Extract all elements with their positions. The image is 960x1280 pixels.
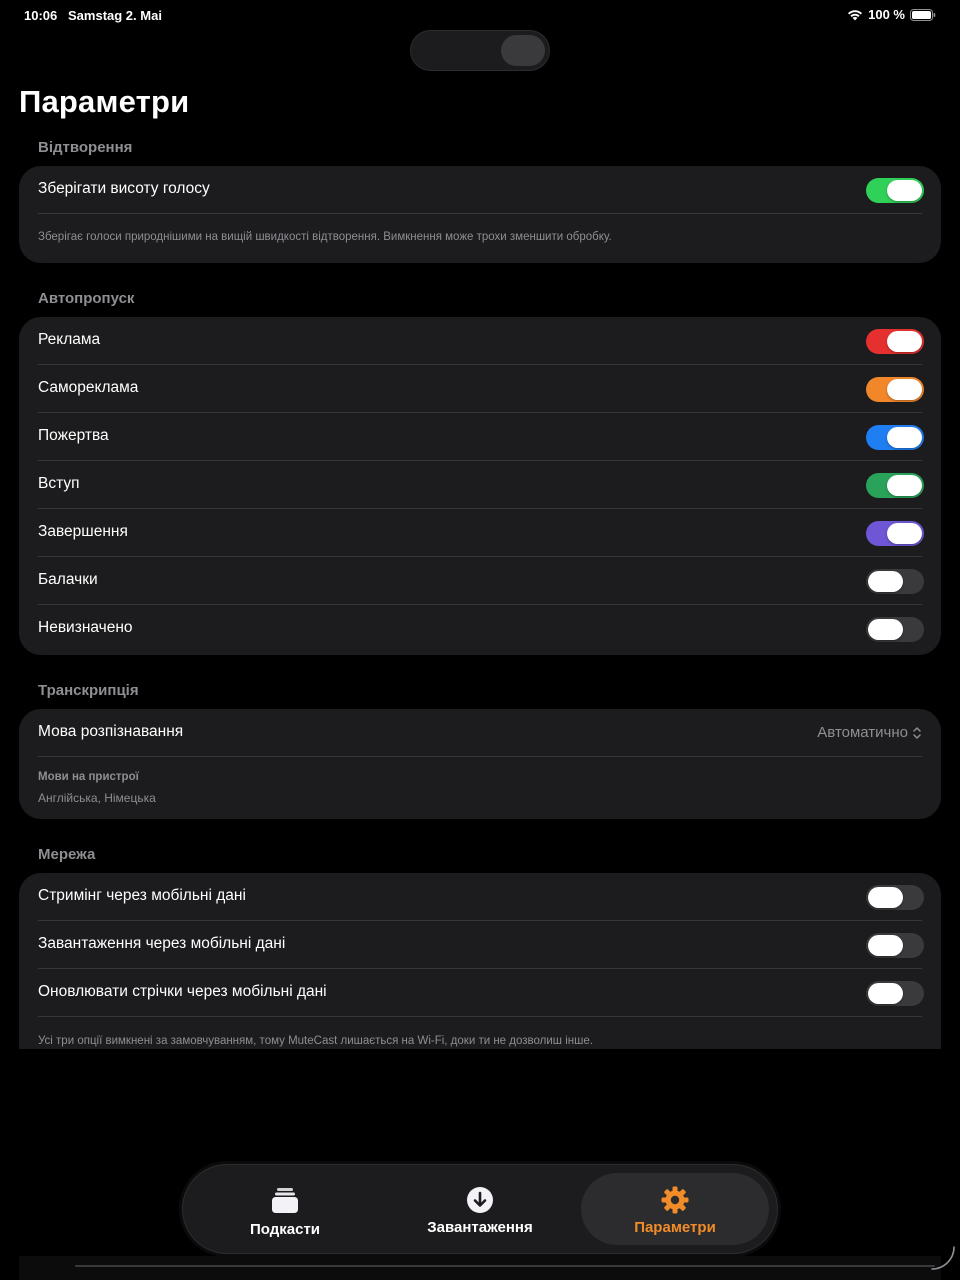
section-header-network: Мережа [38,846,96,863]
toggle-preserve-pitch[interactable] [866,178,924,203]
row-label: Балачки [38,571,98,588]
download-icon [465,1185,495,1215]
row-self-promo [19,365,941,413]
divider [38,1016,922,1017]
row-label: Пожертва [38,427,109,444]
divider [38,756,922,757]
wifi-icon [847,9,863,21]
card-network [19,873,941,1049]
corner-arc-icon [930,1245,956,1276]
toggle-undefined[interactable] [866,617,924,642]
language-picker[interactable] [817,724,922,741]
status-bar [0,0,960,30]
row-streaming-cellular [19,873,941,921]
tab-podcasts[interactable] [191,1173,379,1245]
stack-icon [270,1185,300,1215]
row-label: Зберігати висоту голосу [38,180,210,197]
top-switch-knob [501,35,545,66]
row-label: Самореклама [38,379,139,396]
section-header-playback: Відтворення [38,139,133,156]
row-label: Стримінг через мобільні дані [38,887,246,904]
toggle-refresh-feeds-cellular[interactable] [866,981,924,1006]
chevron-up-down-icon [912,726,922,740]
tab-label: Параметри [634,1219,716,1236]
row-outro [19,509,941,557]
toggle-outro[interactable] [866,521,924,546]
tab-label: Завантаження [427,1219,533,1236]
page-title: Параметри [19,84,190,119]
language-picker-value: Автоматично [817,724,908,741]
battery-percent: 100 % [868,7,905,22]
tab-downloads[interactable] [386,1173,574,1245]
status-date: Samstag 2. Mai [68,8,162,23]
row-chatter [19,557,941,605]
row-label: Завершення [38,523,128,540]
tab-settings[interactable] [581,1173,769,1245]
toggle-streaming-cellular[interactable] [866,885,924,910]
row-undefined [19,605,941,653]
bottom-strip [19,1256,941,1280]
row-intro [19,461,941,509]
toggle-intro[interactable] [866,473,924,498]
divider [38,213,922,214]
playback-footnote: Зберігає голоси природнішими на вищій швидкості відтворення. Вимкнення може трохи зменшити обробку. [38,231,612,243]
home-indicator[interactable] [75,1265,935,1267]
row-label: Оновлювати стрічки через мобільні дані [38,983,327,1000]
toggle-self-promo[interactable] [866,377,924,402]
section-header-transcription: Транскрипція [38,682,139,699]
row-download-cellular [19,921,941,969]
row-recognition-language[interactable] [19,709,941,757]
top-switch-pill[interactable] [410,30,550,71]
row-refresh-feeds-cellular [19,969,941,1017]
row-label: Мова розпізнавання [38,723,184,740]
status-indicators [847,7,936,22]
toggle-ads[interactable] [866,329,924,354]
battery-icon [910,9,936,21]
row-label: Вступ [38,475,80,492]
section-header-autoskip: Автопропуск [38,290,135,307]
device-languages-label: Мови на пристрої [38,771,139,783]
card-playback [19,166,941,263]
row-label: Невизначено [38,619,133,636]
row-donation [19,413,941,461]
card-transcription [19,709,941,819]
row-ads [19,317,941,365]
status-time: 10:06 [24,8,58,23]
gear-icon [660,1185,690,1215]
card-autoskip [19,317,941,655]
toggle-chatter[interactable] [866,569,924,594]
tab-label: Подкасти [249,1221,321,1238]
toggle-download-cellular[interactable] [866,933,924,958]
toggle-donation[interactable] [866,425,924,450]
row-label: Реклама [38,331,101,348]
network-footnote: Усі три опції вимкнені за замовчуванням, тому MuteCast лишається на Wi-Fi, доки ти не дозволиш інше. [38,1035,593,1047]
tab-bar [182,1164,778,1254]
device-languages-value: Англійська, Німецька [38,791,156,805]
row-preserve-pitch [19,166,941,214]
row-label: Завантаження через мобільні дані [38,935,286,952]
